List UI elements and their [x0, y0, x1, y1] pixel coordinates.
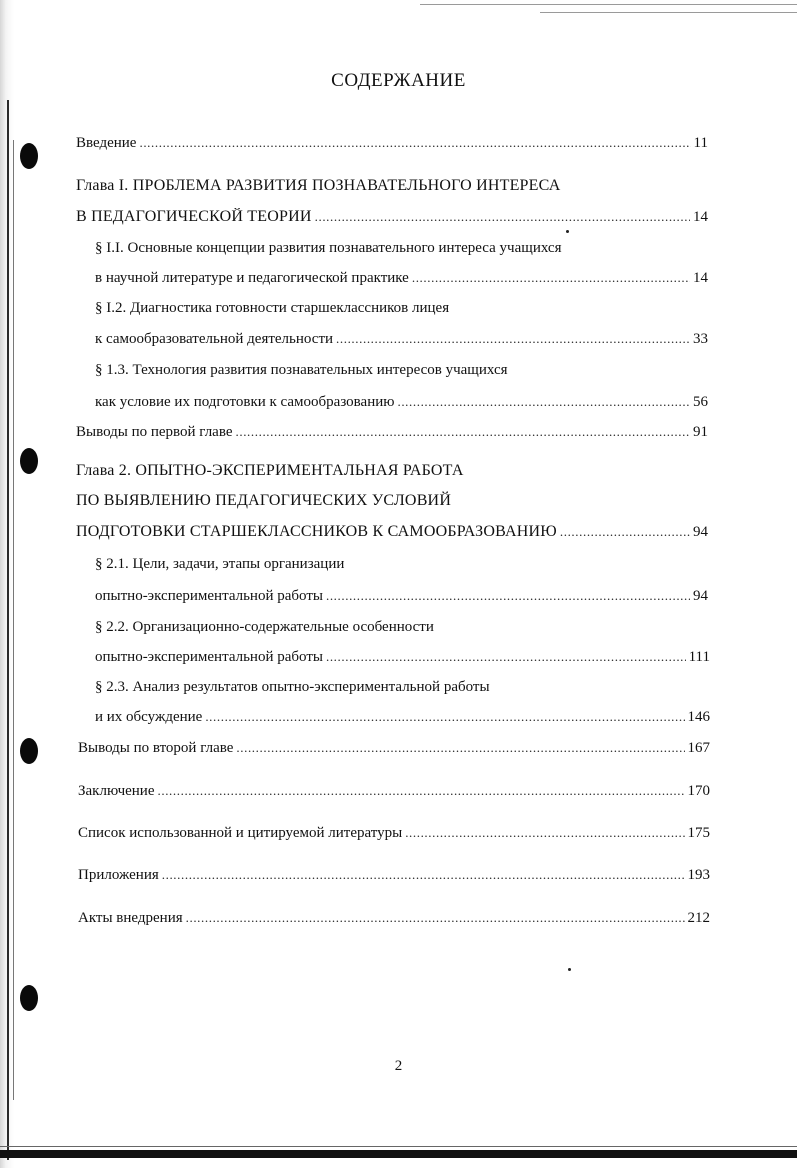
toc-page: 33	[693, 331, 708, 347]
dot-leader	[315, 209, 690, 225]
toc-label: в научной литературе и педагогической практике	[95, 270, 409, 286]
dot-leader	[186, 910, 685, 926]
dot-leader	[397, 394, 690, 410]
scan-speck	[568, 968, 571, 971]
section-2-1-line1: § 2.1. Цели, задачи, этапы организации	[95, 556, 345, 572]
toc-entry-appendices	[78, 867, 710, 884]
binding-line	[7, 100, 9, 1160]
dot-leader	[412, 270, 690, 286]
toc-entry-section-2-2	[95, 649, 710, 666]
dot-leader	[336, 331, 690, 347]
dot-leader	[139, 135, 690, 151]
section-2-3-line1: § 2.3. Анализ результатов опытно-экспериментальной работы	[95, 679, 490, 695]
toc-page: 167	[687, 740, 710, 756]
toc-entry-section-2-1	[95, 588, 708, 605]
binder-hole	[20, 738, 38, 764]
binding-line-thin	[13, 140, 14, 1100]
toc-page: 91	[693, 424, 708, 440]
toc-page: 175	[687, 825, 710, 841]
toc-label: Заключение	[78, 783, 155, 799]
toc-page: 94	[693, 524, 708, 540]
dot-leader	[236, 740, 684, 756]
page-title: СОДЕРЖАНИЕ	[331, 70, 466, 91]
section-2-2-line1: § 2.2. Организационно-содержательные особенности	[95, 619, 434, 635]
toc-label: Выводы по первой главе	[76, 424, 233, 440]
dot-leader	[326, 649, 686, 665]
toc-entry-chapter1	[76, 208, 708, 226]
toc-entry-section-1-2	[95, 331, 708, 348]
toc-label: к самообразовательной деятельности	[95, 331, 334, 347]
toc-label: В ПЕДАГОГИЧЕСКОЙ ТЕОРИИ	[76, 208, 312, 225]
toc-entry-conclusion	[78, 783, 710, 800]
toc-label: Выводы по второй главе	[78, 740, 234, 756]
toc-entry-chapter2-conclusions	[78, 740, 710, 757]
toc-entry-section-1-3	[95, 394, 708, 411]
toc-page: 111	[688, 649, 710, 665]
toc-label: опытно-экспериментальной работы	[95, 649, 323, 665]
toc-entry-chapter1-conclusions	[76, 424, 708, 441]
toc-label: Акты внедрения	[78, 910, 183, 926]
dot-leader	[162, 867, 685, 883]
chapter2-heading-line1: Глава 2. ОПЫТНО-ЭКСПЕРИМЕНТАЛЬНАЯ РАБОТА	[76, 462, 464, 479]
dot-leader	[326, 588, 690, 604]
toc-label: Приложения	[78, 867, 159, 883]
section-1-2-line1: § I.2. Диагностика готовности старшеклассников лицея	[95, 300, 450, 316]
scan-top-rule	[420, 4, 797, 5]
toc-label: и их обсуждение	[95, 709, 203, 725]
toc-entry-references	[78, 825, 710, 842]
chapter2-heading-line2: ПО ВЫЯВЛЕНИЮ ПЕДАГОГИЧЕСКИХ УСЛОВИЙ	[76, 492, 452, 509]
toc-label: опытно-экспериментальной работы	[95, 588, 323, 604]
toc-label: как условие их подготовки к самообразованию	[95, 394, 395, 410]
toc-entry-intro	[76, 135, 708, 152]
binder-hole	[20, 448, 38, 474]
scan-speck	[566, 230, 569, 233]
binder-hole	[20, 985, 38, 1011]
toc-page: 14	[693, 209, 708, 225]
toc-label: Введение	[76, 135, 137, 151]
toc-label: Список использованной и цитируемой литературы	[78, 825, 403, 841]
toc-page: 170	[687, 783, 710, 799]
scan-bottom-rule	[0, 1150, 797, 1158]
toc-page: 11	[693, 135, 708, 151]
dot-leader	[560, 524, 690, 540]
toc-entry-section-2-3	[95, 709, 710, 726]
dot-leader	[205, 709, 684, 725]
toc-label: ПОДГОТОВКИ СТАРШЕКЛАССНИКОВ К САМООБРАЗОВАНИЮ	[76, 523, 557, 540]
dot-leader	[405, 825, 684, 841]
scan-bottom-rule-thin	[0, 1146, 797, 1147]
section-1-3-line1: § 1.3. Технология развития познавательных интересов учащихся	[95, 362, 508, 378]
toc-page: 212	[687, 910, 710, 926]
toc-page: 146	[687, 709, 710, 725]
toc-entry-section-1-1	[95, 270, 708, 287]
dot-leader	[158, 783, 685, 799]
toc-entry-acts	[78, 910, 710, 927]
chapter1-heading-line1: Глава I. ПРОБЛЕМА РАЗВИТИЯ ПОЗНАВАТЕЛЬНОГО ИНТЕРЕСА	[76, 177, 561, 194]
binder-hole	[20, 143, 38, 169]
toc-page: 14	[693, 270, 708, 286]
dot-leader	[236, 424, 691, 440]
section-1-1-line1: § I.I. Основные концепции развития познавательного интереса учащихся	[95, 240, 562, 256]
toc-page: 193	[687, 867, 710, 883]
toc-entry-chapter2	[76, 523, 708, 541]
toc-page: 94	[693, 588, 708, 604]
page-number: 2	[394, 1058, 403, 1074]
scan-top-rule	[540, 12, 797, 13]
toc-page: 56	[693, 394, 708, 410]
